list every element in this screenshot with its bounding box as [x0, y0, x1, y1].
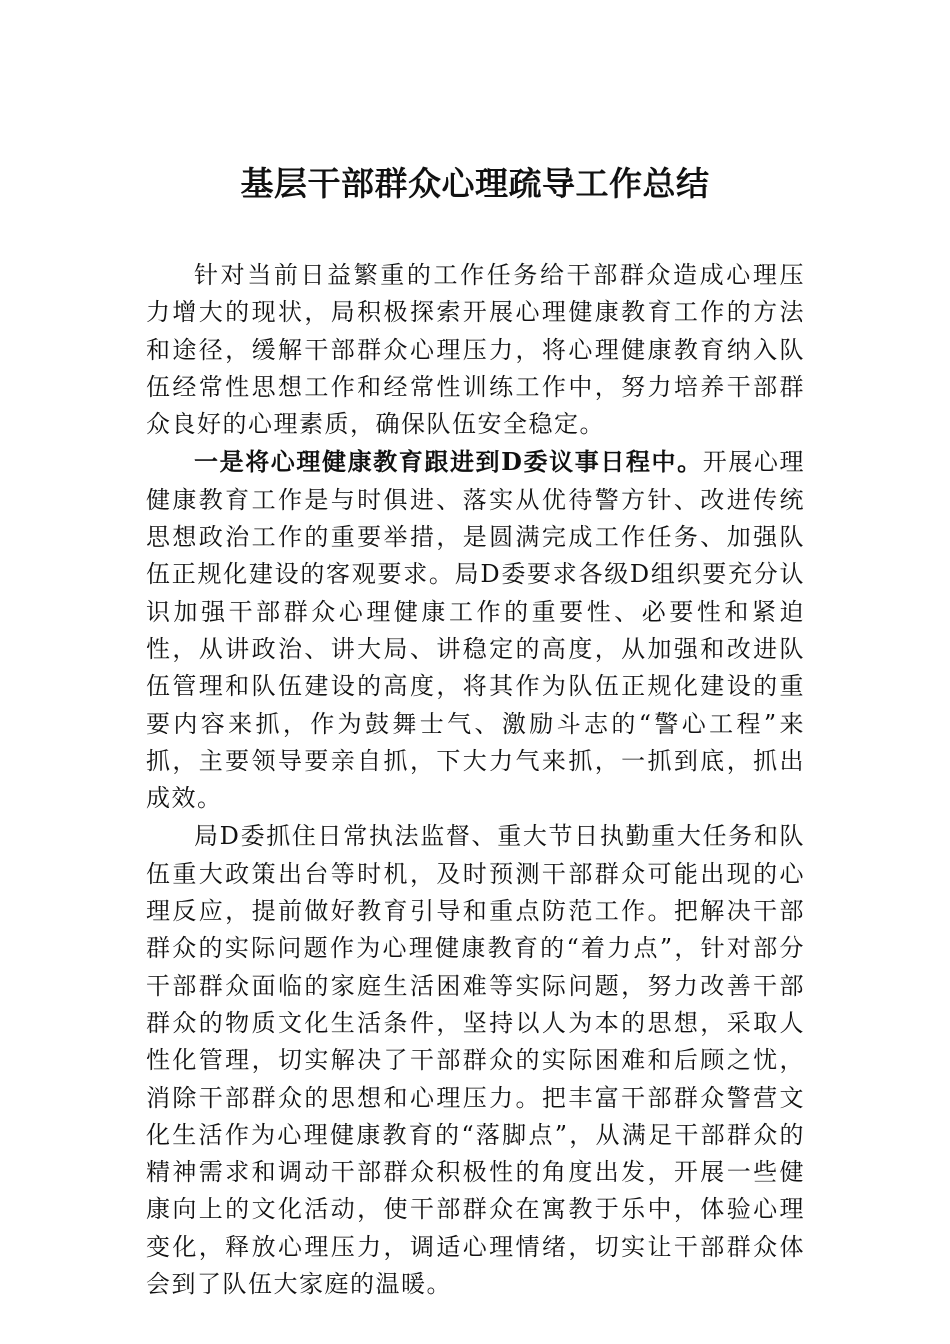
- paragraph-lead: 一是将心理健康教育跟进到D委议事日程中。: [194, 447, 703, 477]
- paragraph-text: 局D委抓住日常执法监督、重大节日执勤重大任务和队伍重大政策出台等时机，及时预测干部群众可能出现的心理反应，提前做好教育引导和重点防范工作。把解决干部群众的实际问题作为心理健康教育的“着力点”，针对部分干部群众面临的家庭生活困难等实际问题，努力改善干部群众的物质文化生活条件，坚持以人为本的思想，采取人性化管理，切实解决了干部群众的实际困难和后顾之忧，消除干部群众的思想和心理压力。把丰富干部群众警营文化生活作为心理健康教育的“落脚点”，从满足干部群众的精神需求和调动干部群众积极性的角度出发，开展一些健康向上的文化活动，使干部群众在寓教于乐中，体验心理变化，释放心理压力，调适心理情绪，切实让干部群众体会到了队伍大家庭的温暖。: [146, 822, 805, 1299]
- document-title: 基层干部群众心理疏导工作总结: [240, 164, 710, 203]
- paragraph-measures: [146, 817, 805, 1303]
- paragraph-intro: [146, 256, 805, 443]
- document-body: [146, 256, 805, 1303]
- paragraph-text: 开展心理健康教育工作是与时俱进、落实从优待警方针、改进传统思想政治工作的重要举措，是圆满完成工作任务、加强队伍正规化建设的客观要求。局D委要求各级D组织要充分认识加强干部群众心理健康工作的重要性、必要性和紧迫性，从讲政治、讲大局、讲稳定的高度，从加强和改进队伍管理和队伍建设的高度，将其作为队伍正规化建设的重要内容来抓，作为鼓舞士气、激励斗志的“警心工程”来抓，主要领导要亲自抓，下大力气来抓，一抓到底，抓出成效。: [146, 448, 806, 813]
- paragraph-text: 针对当前日益繁重的工作任务给干部群众造成心理压力增大的现状，局积极探索开展心理健康教育工作的方法和途径，缓解干部群众心理压力，将心理健康教育纳入队伍经常性思想工作和经常性训练工作中，努力培养干部群众良好的心理素质，确保队伍安全稳定。: [146, 261, 805, 439]
- paragraph-point-one: [146, 443, 805, 817]
